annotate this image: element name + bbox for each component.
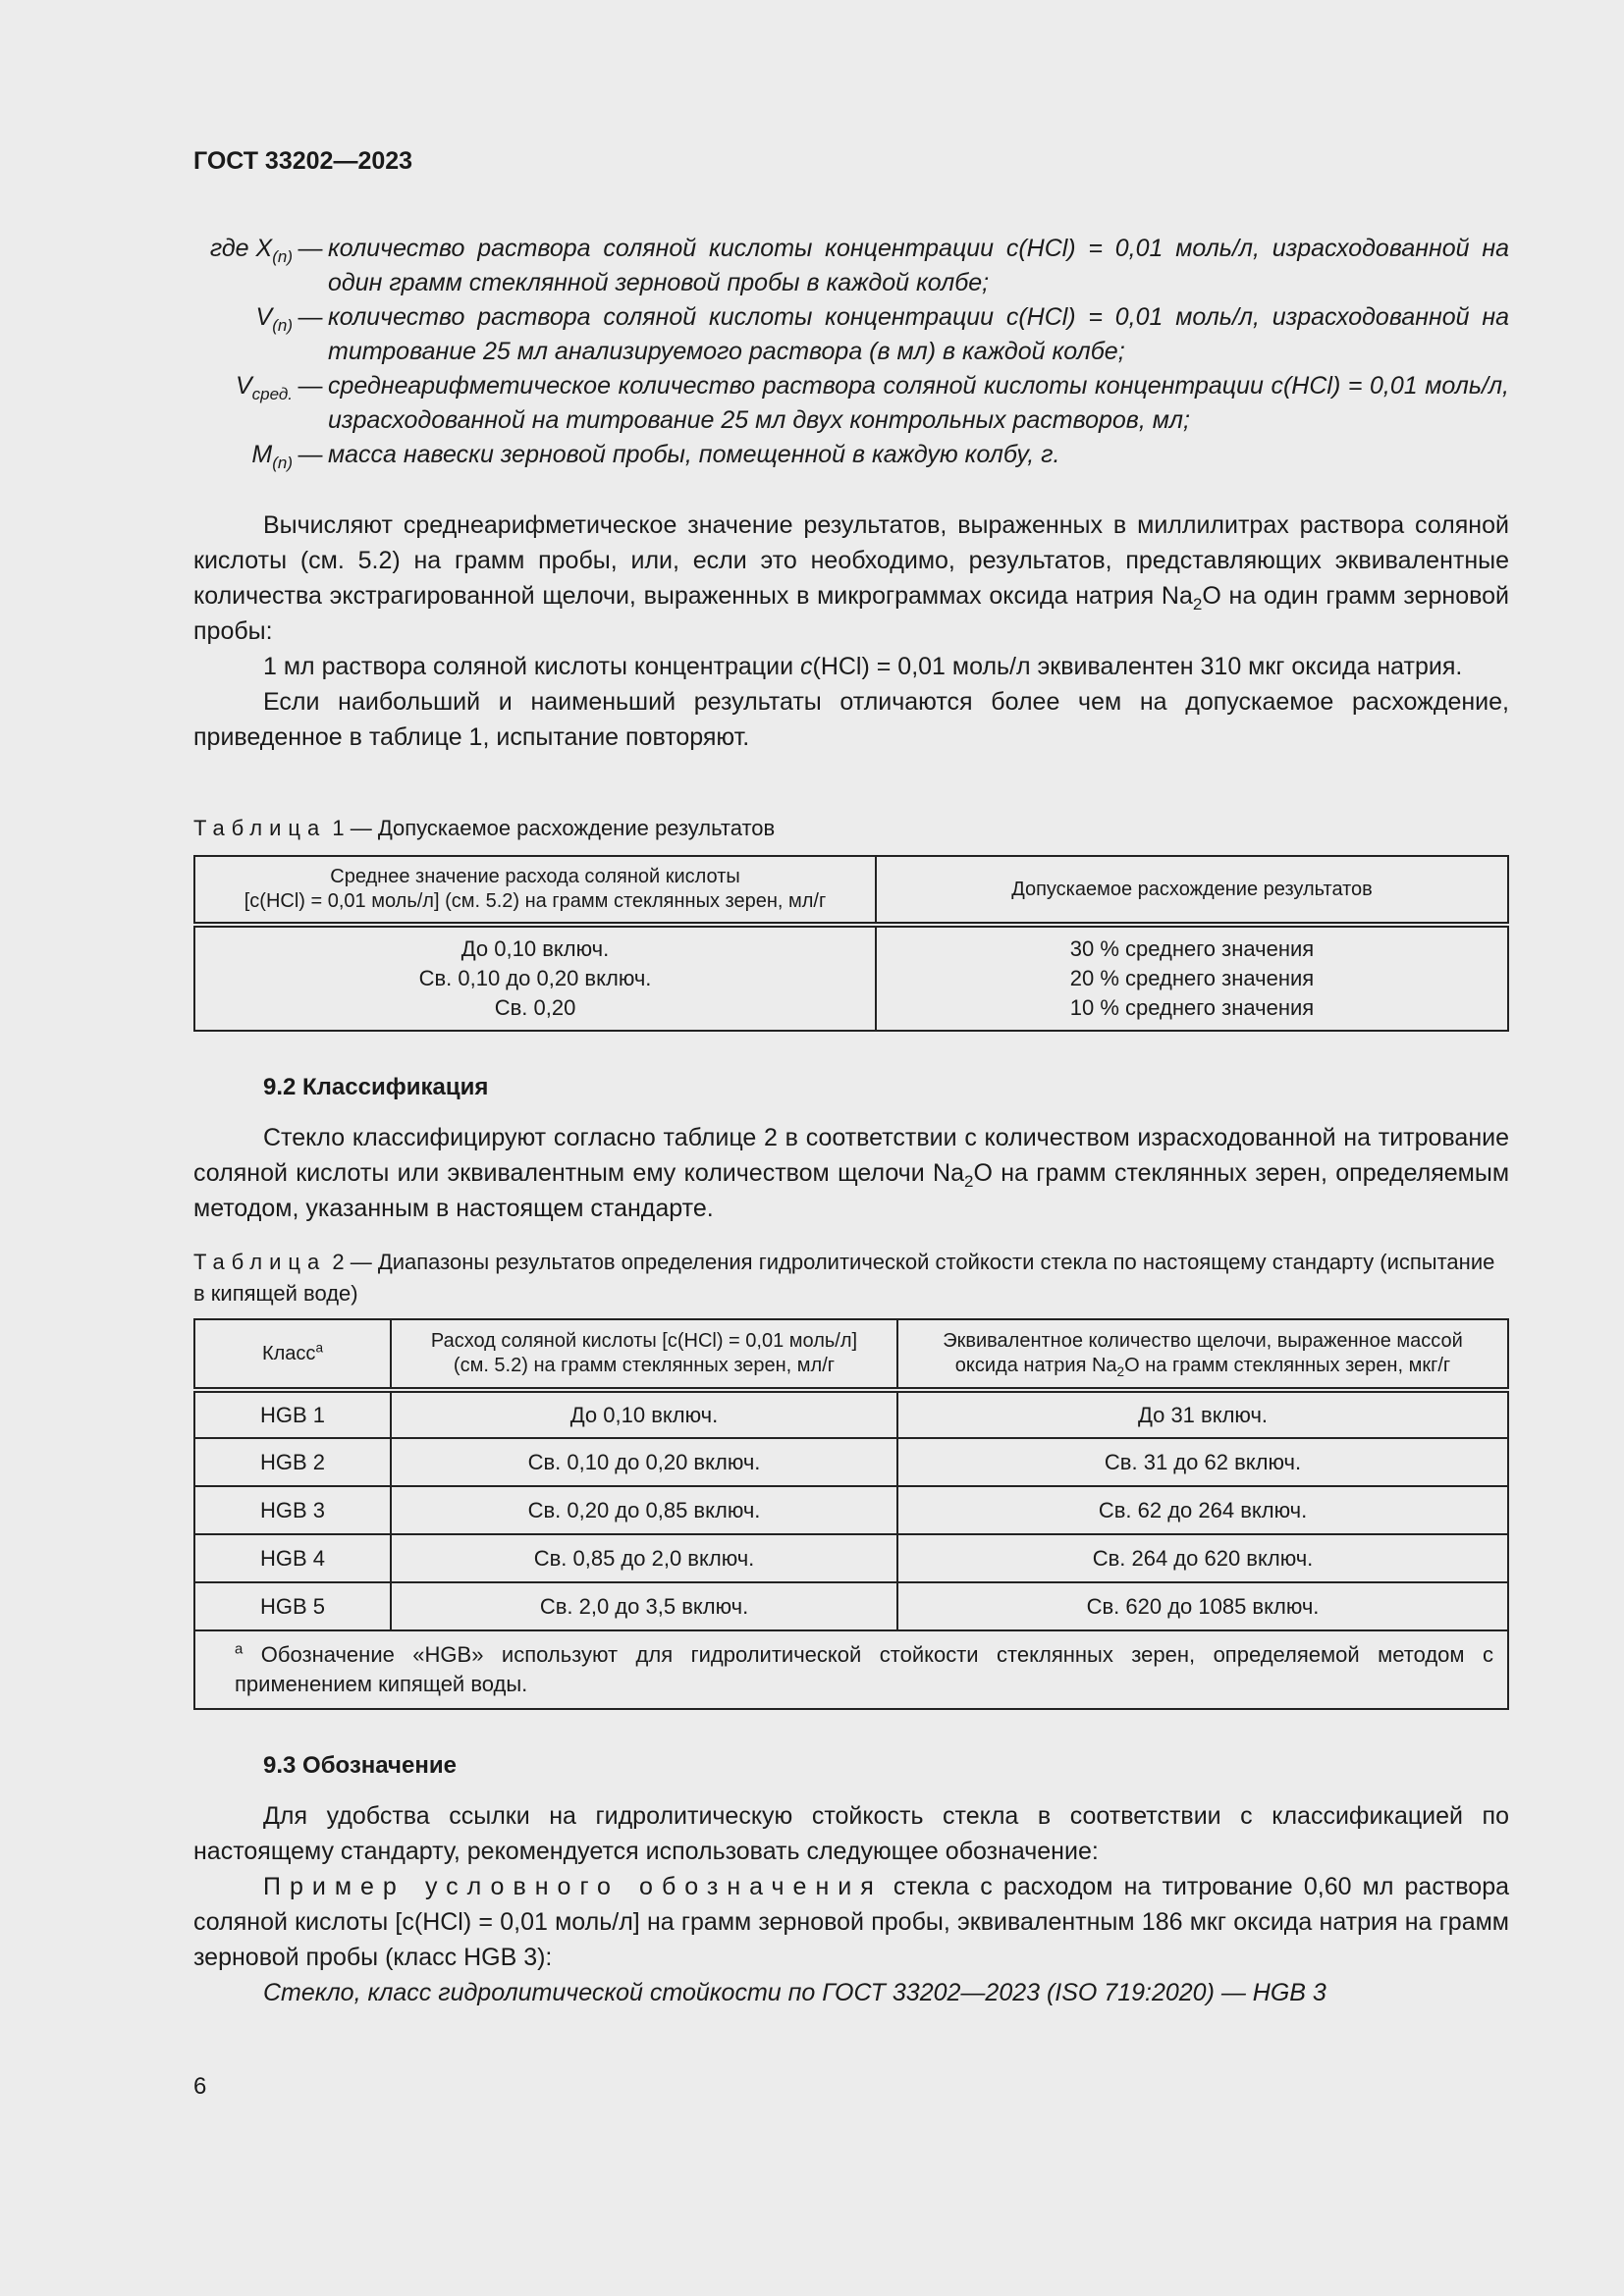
section-9-3-text bbox=[193, 1798, 1509, 2010]
table2-header-class: Класс$^a$ bbox=[194, 1319, 391, 1390]
table-row: HGB 1 До 0,10 включ. До 31 включ. bbox=[194, 1390, 1508, 1438]
section-9-3-intro: Для удобства ссылки на гидролитическую стойкость стекла в соответствии с классификацией по настоящему стандарту, рекомендуется использовать следующее обозначение: bbox=[193, 1802, 1509, 1865]
definition-subscript: (n) bbox=[272, 316, 293, 335]
paragraph-repeat: Если наибольший и наименьший результаты отличаются более чем на допускаемое расхождение, приведенное в таблице 1, испытание повторяют. bbox=[193, 688, 1509, 751]
table2-header-acid: Расход соляной кислоты [c(HCl) = 0,01 моль/л] (см. 5.2) на грамм стеклянных зерен, мл/г bbox=[391, 1319, 897, 1390]
section-9-3-title: 9.3 Обозначение bbox=[263, 1752, 457, 1779]
table2-caption: Таблица 2 — Диапазоны результатов определения гидролитической стойкости стекла по настоящему стандарту (испытание в кипящей воде) bbox=[193, 1250, 1495, 1306]
table1 bbox=[193, 855, 1509, 1032]
definition-symbol: V bbox=[235, 372, 252, 400]
definition-subscript: (n) bbox=[272, 454, 293, 472]
definition-text: масса навески зерновой пробы, помещенной в каждую колбу, г. bbox=[328, 441, 1060, 468]
table2-footnote-row bbox=[194, 1630, 1508, 1709]
definition-text: количество раствора соляной кислоты концентрации c(HCl) = 0,01 моль/л, израсходованной на титрование 25 мл анализируемого раствора (в мл) в каждой колбе; bbox=[328, 303, 1509, 365]
table-row: HGB 4 Св. 0,85 до 2,0 включ. Св. 264 до 620 включ. bbox=[194, 1534, 1508, 1582]
page-number: 6 bbox=[193, 2073, 207, 2100]
paragraph-equivalence: 1 мл раствора соляной кислоты концентрации c(HCl) = 0,01 моль/л эквивалентен 310 мкг оксида натрия. bbox=[263, 653, 1463, 680]
table2-footnote: $^a$ Обозначение «HGB» используют для гидролитической стойкости стеклянных зерен, определяемой методом с применением кипящей воды. bbox=[194, 1630, 1508, 1709]
table-row: HGB 5 Св. 2,0 до 3,5 включ. Св. 620 до 1085 включ. bbox=[194, 1582, 1508, 1630]
definition-symbol: M bbox=[251, 441, 273, 468]
table-row: HGB 3 Св. 0,20 до 0,85 включ. Св. 62 до 264 включ. bbox=[194, 1486, 1508, 1534]
definition-symbol: V bbox=[255, 303, 273, 331]
table1-ranges: До 0,10 включ. Св. 0,10 до 0,20 включ. Св. 0,20 bbox=[194, 925, 876, 1031]
definitions-list bbox=[193, 232, 1509, 472]
definition-dash: — bbox=[298, 372, 323, 400]
table-row: HGB 2 Св. 0,10 до 0,20 включ. Св. 31 до 62 включ. bbox=[194, 1438, 1508, 1486]
definition-text: количество раствора соляной кислоты концентрации c(HCl) = 0,01 моль/л, израсходованной на один грамм стеклянной зерновой пробы в каждой колбе; bbox=[328, 235, 1509, 296]
definition-subscript: (n) bbox=[272, 247, 293, 266]
table1-tolerances: 30 % среднего значения 20 % среднего значения 10 % среднего значения bbox=[876, 925, 1508, 1031]
section-9-2-text: Стекло классифицируют согласно таблице 2 в соответствии с количеством израсходованной на титрование соляной кислоты или эквивалентным ему количеством щелочи $Na_2O$ на грамм стеклянных зерен, определяемым методом, указанным в настоящем стандарте. bbox=[193, 1124, 1510, 1222]
definition-item bbox=[193, 232, 1509, 300]
definition-item bbox=[193, 369, 1509, 438]
document-header: ГОСТ 33202—2023 bbox=[193, 147, 413, 175]
paragraph-average: Вычисляют среднеарифметическое значение результатов, выраженных в миллилитрах раствора соляной кислоты (см. 5.2) на грамм пробы, или, если это необходимо, результатов, представляющих эквивалентные количества экстрагированной щелочи, выраженных в микрограммах оксида натрия $Na_2O$ на один грамм зерновой пробы: bbox=[193, 511, 1509, 645]
table2-header-alkali: Эквивалентное количество щелочи, выраженное массой оксида натрия $Na_2O$ на грамм стеклянных зерен, мкг/г bbox=[897, 1319, 1508, 1390]
definition-subscript: сред. bbox=[251, 385, 293, 403]
definition-item bbox=[193, 300, 1509, 369]
definition-dash: — bbox=[298, 441, 323, 468]
definition-dash: — bbox=[298, 235, 323, 262]
definition-text: среднеарифметическое количество раствора соляной кислоты концентрации c(HCl) = 0,01 моль/л, израсходованной на титрование 25 мл двух контрольных растворов, мл; bbox=[328, 372, 1509, 434]
definition-symbol: где X bbox=[209, 235, 273, 262]
section-9-3-example-text: Пример условного обозначения стекла с расходом на титрование 0,60 мл раствора соляной кислоты [c(HCl) = 0,01 моль/л] на грамм зерновой пробы, эквивалентным 186 мкг оксида натрия на грамм зерновой пробы (класс HGB 3): bbox=[193, 1873, 1510, 1971]
table1-caption: Таблица 1 — Допускаемое расхождение результатов bbox=[193, 816, 776, 840]
table2 bbox=[193, 1318, 1509, 1710]
section-9-3-example-designation: Стекло, класс гидролитической стойкости по ГОСТ 33202—2023 (ISO 719:2020) — HGB 3 bbox=[263, 1979, 1326, 2006]
definition-dash: — bbox=[298, 303, 323, 331]
table1-header-col2: Допускаемое расхождение результатов bbox=[876, 856, 1508, 925]
definition-item bbox=[193, 438, 1509, 472]
section-9-2-title: 9.2 Классификация bbox=[263, 1074, 489, 1100]
calculation-paragraphs bbox=[193, 507, 1509, 755]
table1-header-col1: Среднее значение расхода соляной кислоты [c(HCl) = 0,01 моль/л] (см. 5.2) на грамм стеклянных зерен, мл/г bbox=[194, 856, 876, 925]
